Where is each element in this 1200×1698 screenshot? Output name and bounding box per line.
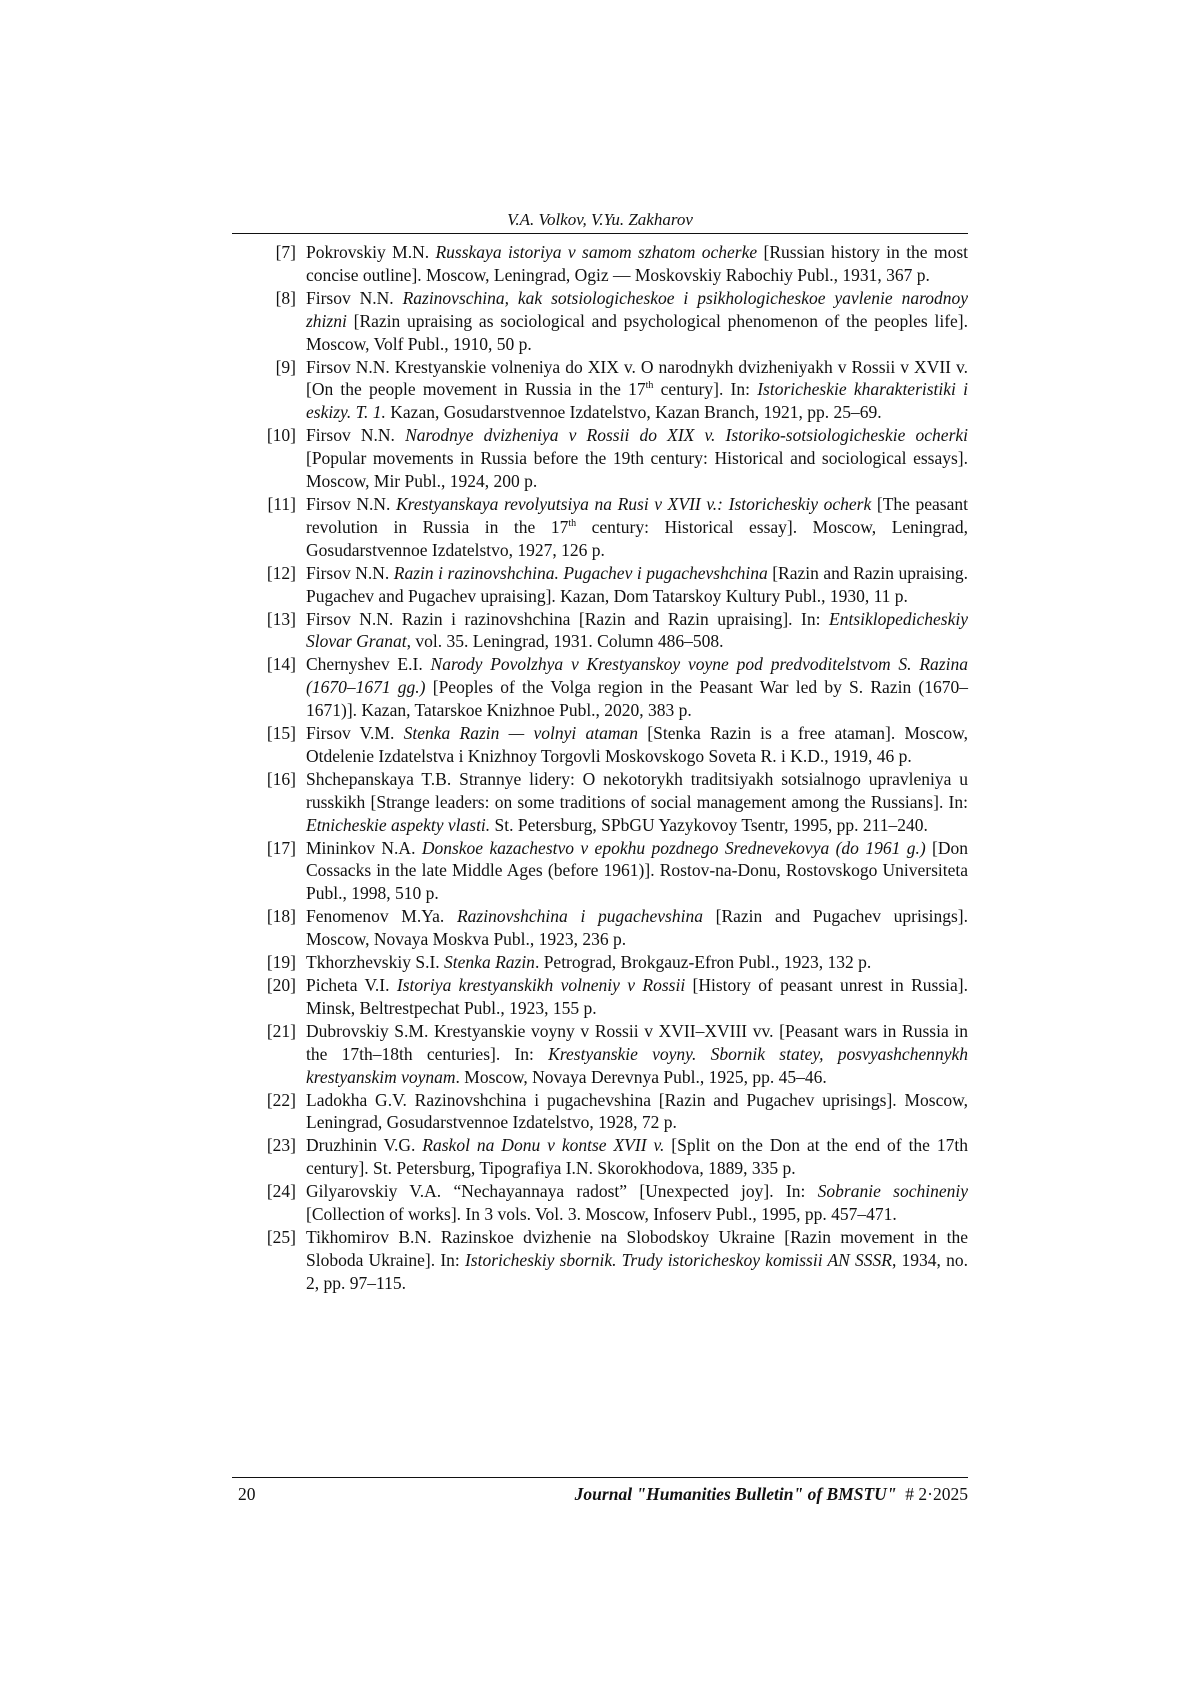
reference-title: Krestyanskaya revolyutsiya na Rusi v XVII v.: Istoricheskiy ocherk [395,493,872,514]
reference-item [232,1089,968,1135]
reference-text: Kazan, Gosudarstvennoe Izdatelstvo, Kazan Branch, 1921, pp. 25–69. [385,402,882,423]
page-number: 20 [238,1484,256,1504]
reference-text: Chernyshev E.I. [306,654,431,675]
reference-number: [11] [267,493,296,514]
reference-item [232,356,968,425]
reference-item [232,1180,968,1226]
reference-item [232,905,968,951]
reference-list [232,241,968,1295]
reference-number: [17] [266,837,296,858]
reference-number: [7] [275,242,296,262]
ordinal-superscript: th [645,380,654,392]
reference-text: century]. In: [653,379,758,400]
reference-number: [15] [266,723,296,744]
reference-text: . Petrograd, Brokgauz-Efron Publ., 1923, 132 p. [534,952,872,973]
reference-text: Shchepanskaya T.B. Strannye lidery: O nekotorykh traditsiyakh sotsialnogo upravleniya u russkikh [Strange leaders: on some traditions of social management among the Russians]. In: [306,768,968,812]
reference-title: Istoriya krestyanskikh volneniy v Rossii [396,975,686,995]
reference-number: [10] [266,425,296,446]
reference-text: Druzhinin V.G. [306,1135,423,1156]
reference-text: , vol. 35. Leningrad, 1931. Column 486–508. [406,631,724,652]
reference-text: [Razin and Razin upraising. Pugachev and Pugachev upraising]. Kazan, Dom Tatarskoy Kultury Publ., 1930, 11 p. [306,562,968,606]
reference-title: Russkaya istoriya v samom szhatom ocherke [435,242,758,262]
footer-rule [232,1477,968,1478]
reference-text: Picheta V.I. [306,975,397,995]
reference-title: Istoricheskie kharakteristiki i eskizy. T. 1. [306,379,968,423]
reference-text: Firsov N.N. [306,493,396,514]
reference-item [232,653,968,722]
header-rule [232,233,968,234]
journal-title [575,1482,968,1506]
reference-text: [Razin and Pugachev uprisings]. Moscow, Novaya Moskva Publ., 1923, 236 p. [306,906,969,950]
reference-title: Raskol na Donu v kontse XVII v. [422,1135,665,1156]
reference-text: Mininkov N.A. [306,837,422,858]
reference-text: [Razin upraising as sociological and psychological phenomenon of the peoples life]. Moscow, Volf Publ., 1910, 50 p. [306,310,968,354]
journal-name: Journal "Humanities Bulletin" of BMSTU" [574,1484,897,1504]
reference-number: [16] [266,768,296,789]
reference-text: Firsov N.N. Razin i razinovshchina [Razin and Razin upraising]. In: [306,608,830,629]
reference-number: [12] [266,562,296,583]
reference-number: [18] [266,906,296,927]
page-footer [232,1482,968,1506]
reference-number: [14] [266,654,296,675]
reference-text: St. Petersburg, SPbGU Yazykovoy Tsentr, 1995, pp. 211–240. [490,814,928,835]
reference-text: Fenomenov M.Ya. [306,906,457,927]
reference-text: Ladokha G.V. Razinovshchina i pugachevshina [Razin and Pugachev uprisings]. Moscow, Leningrad, Gosudarstvennoe Izdatelstvo, 1928, 72 p. [306,1089,968,1133]
reference-text: [Don Cossacks in the late Middle Ages (before 1961)]. Rostov-na-Donu, Rostovskogo Universiteta Publ., 1998, 510 p. [306,837,969,904]
reference-title: Razinovshchina i pugachevshina [456,906,703,927]
reference-item [232,562,968,608]
reference-number: [8] [275,287,296,308]
reference-item [232,1134,968,1180]
reference-item [232,1020,968,1089]
issue-number: # 2·2025 [905,1484,968,1504]
reference-number: [24] [266,1181,296,1202]
reference-text: [Collection of works]. In 3 vols. Vol. 3. Moscow, Infoserv Publ., 1995, pp. 457–471. [306,1204,897,1225]
reference-item [232,951,968,974]
reference-number: [9] [275,356,296,377]
reference-text: Firsov V.M. [306,723,404,744]
reference-text: century: Historical essay]. Moscow, Leningrad, Gosudarstvennoe Izdatelstvo, 1927, 126 p. [306,516,968,560]
reference-number: [21] [266,1020,296,1041]
reference-item [232,287,968,356]
reference-title: Narody Povolzhya v Krestyanskoy voyne pod predvoditelstvom S. Razina (1670–1671 gg.) [306,654,968,698]
reference-text: Firsov N.N. [306,425,406,446]
reference-text: Pokrovskiy M.N. [306,242,436,262]
reference-number: [25] [266,1226,296,1247]
reference-text: Firsov N.N. Krestyanskie volneniya do XIX v. O narodnykh dvizheniyakh v Rossii v XVII v. [On the people movement in Russia in the 17 [306,356,968,400]
reference-item [232,1226,968,1295]
reference-item [232,837,968,906]
reference-title: Sobranie sochineniy [817,1181,969,1202]
ordinal-superscript: th [568,517,577,529]
reference-text: [Stenka Razin is a free ataman]. Moscow, Otdelenie Izdatelstva i Knizhnoy Torgovli Moskovskogo Soveta R. i K.D., 1919, 46 p. [306,723,969,766]
reference-text: Firsov N.N. [306,287,403,308]
reference-item [232,493,968,562]
reference-title: Stenka Razin [444,952,535,973]
reference-text: [Popular movements in Russia before the 19th century: Historical and sociological essays]. Moscow, Mir Publ., 1924, 200 p. [306,448,968,492]
reference-number: [13] [266,608,296,629]
reference-item [232,424,968,493]
reference-text: [Peoples of the Volga region in the Peasant War led by S. Razin (1670–1671)]. Kazan, Tatarskoe Knizhnoe Publ., 2020, 383 p. [306,677,969,721]
reference-text: Tikhomirov B.N. Razinskoe dvizhenie na Slobodskoy Ukraine [Razin movement in the Sloboda Ukraine]. In: [306,1226,968,1270]
reference-number: [23] [266,1135,296,1156]
reference-title: Stenka Razin — volnyi ataman [403,723,639,744]
reference-number: [20] [266,975,296,995]
reference-item [232,241,968,287]
reference-text: . Moscow, Novaya Derevnya Publ., 1925, pp. 45–46. [455,1066,827,1087]
reference-text: [The peasant revolution in Russia in the 17 [306,493,968,537]
reference-item [232,722,968,768]
reference-text: [History of peasant unrest in Russia]. Minsk, Beltrestpechat Publ., 1923, 155 p. [306,975,968,1018]
running-header: V.A. Volkov, V.Yu. Zakharov [507,210,693,229]
reference-title: Razinovschina, kak sotsiologicheskoe i psikhologicheskoe yavlenie narodnoy zhizni [306,287,968,331]
reference-text: [Russian history in the most concise outline]. Moscow, Leningrad, Ogiz — Moskovskiy Rabochiy Publ., 1931, 367 p. [306,242,969,285]
reference-item [232,974,968,1020]
reference-title: Etnicheskie aspekty vlasti. [306,814,491,835]
reference-title: Narodnye dvizheniya v Rossii do XIX v. Istoriko-sotsiologicheskie ocherki [405,425,969,446]
reference-text: Dubrovskiy S.M. Krestyanskie voyny v Rossii v XVII–XVIII vv. [Peasant wars in Russia in the 17th–18th centuries]. In: [306,1020,968,1064]
reference-title: Istoricheskiy sbornik. Trudy istoricheskoy komissii AN SSSR [464,1249,892,1270]
reference-item [232,768,968,837]
reference-title: Razin i razinovshchina. Pugachev i pugachevshchina [393,562,768,583]
reference-text: Gilyarovskiy V.A. “Nechayannaya radost” [Unexpected joy]. In: [306,1181,818,1202]
reference-item [232,608,968,654]
reference-text: [Split on the Don at the end of the 17th century]. St. Petersburg, Tipografiya I.N. Skorokhodova, 1889, 335 p. [306,1135,968,1179]
reference-text: Firsov N.N. [306,562,394,583]
reference-text: , 1934, no. 2, pp. 97–115. [306,1249,969,1293]
reference-title: Entsiklopedicheskiy Slovar Granat [306,608,968,652]
reference-title: Krestyanskie voyny. Sbornik statey, posvyashchennykh krestyanskim voynam [306,1043,968,1087]
reference-number: [19] [266,952,296,973]
reference-text: Tkhorzhevskiy S.I. [306,952,445,973]
reference-title: Donskoe kazachestvo v epokhu pozdnego Srednevekovya (do 1961 g.) [421,837,926,858]
reference-number: [22] [266,1089,296,1110]
